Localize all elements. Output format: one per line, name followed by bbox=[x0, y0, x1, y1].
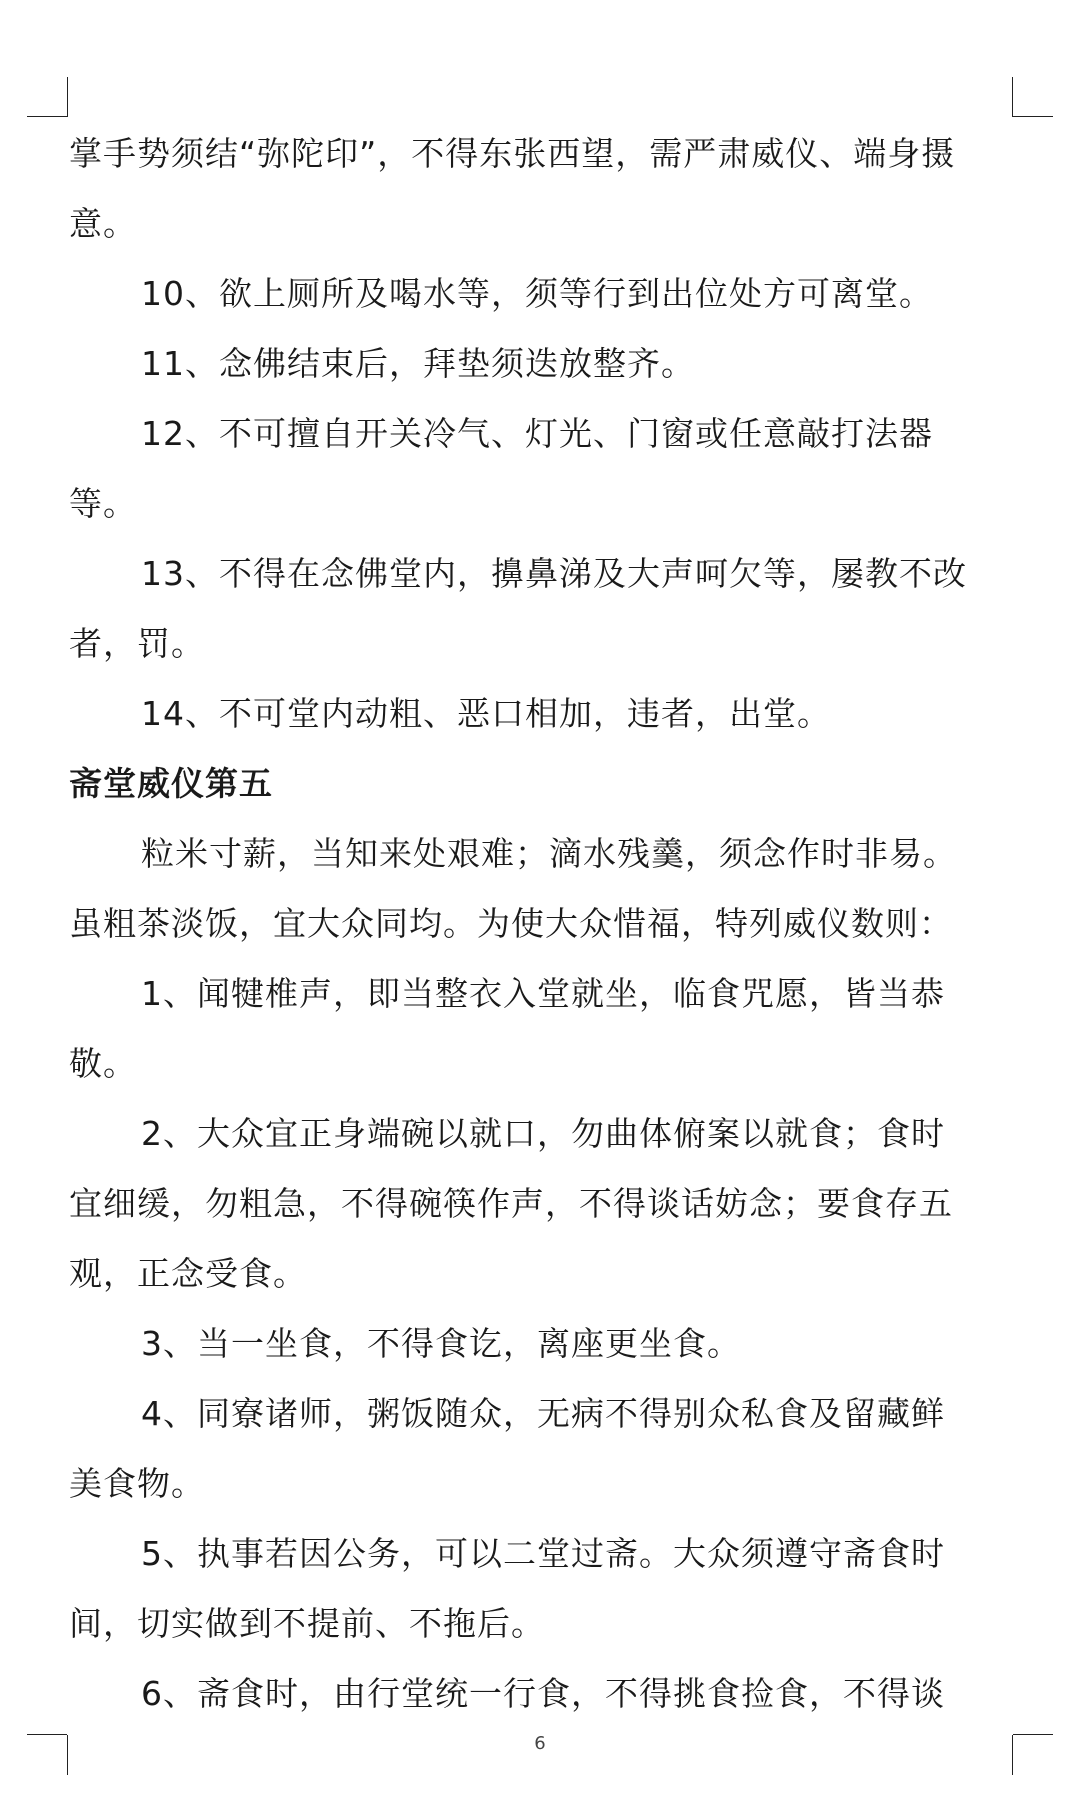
rule-item-12: 12、不可擅自开关冷气、灯光、门窗或任意敲打法器 bbox=[141, 414, 933, 453]
page-number: 6 bbox=[534, 1733, 546, 1754]
text-line: 等。 bbox=[69, 484, 137, 523]
intro-paragraph: 粒米寸薪，当知来处艰难；滴水残羹，须念作时非易。 bbox=[141, 834, 957, 873]
text-line: 者，罚。 bbox=[69, 624, 205, 663]
rule-item-6: 6、斋食时，由行堂统一行食，不得挑食捡食，不得谈 bbox=[141, 1674, 945, 1713]
text-line: 虽粗茶淡饭，宜大众同均。为使大众惜福，特列威仪数则： bbox=[69, 904, 953, 943]
section-heading: 斋堂威仪第五 bbox=[69, 764, 273, 803]
rule-item-13: 13、不得在念佛堂内，擤鼻涕及大声呵欠等，屡教不改 bbox=[141, 554, 967, 593]
crop-mark-top-right-h bbox=[1013, 116, 1053, 117]
crop-mark-top-left-v bbox=[67, 77, 68, 117]
rule-item-1: 1、闻犍椎声，即当整衣入堂就坐，临食咒愿，皆当恭 bbox=[141, 974, 945, 1013]
rule-item-5: 5、执事若因公务，可以二堂过斋。大众须遵守斋食时 bbox=[141, 1534, 945, 1573]
text-line: 敬。 bbox=[69, 1044, 137, 1083]
rule-item-2: 2、大众宜正身端碗以就口，勿曲体俯案以就食；食时 bbox=[141, 1114, 945, 1153]
text-line: 意。 bbox=[69, 204, 137, 243]
text-line: 观，正念受食。 bbox=[69, 1254, 307, 1293]
rule-item-3: 3、当一坐食，不得食讫，离座更坐食。 bbox=[141, 1324, 741, 1363]
crop-mark-top-left-h bbox=[27, 116, 67, 117]
rule-item-4: 4、同寮诸师，粥饭随众，无病不得别众私食及留藏鲜 bbox=[141, 1394, 945, 1433]
text-line: 掌手势须结“弥陀印”，不得东张西望，需严肃威仪、端身摄 bbox=[69, 134, 956, 173]
rule-item-11: 11、念佛结束后，拜垫须迭放整齐。 bbox=[141, 344, 695, 383]
rule-item-10: 10、欲上厕所及喝水等，须等行到出位处方可离堂。 bbox=[141, 274, 933, 313]
text-line: 美食物。 bbox=[69, 1464, 205, 1503]
text-line: 宜细缓，勿粗急，不得碗筷作声，不得谈话妨念；要食存五 bbox=[69, 1184, 953, 1223]
document-body bbox=[69, 119, 1019, 1729]
text-line: 间，切实做到不提前、不拖后。 bbox=[69, 1604, 545, 1643]
rule-item-14: 14、不可堂内动粗、恶口相加，违者，出堂。 bbox=[141, 694, 831, 733]
crop-mark-top-right-v bbox=[1012, 77, 1013, 117]
